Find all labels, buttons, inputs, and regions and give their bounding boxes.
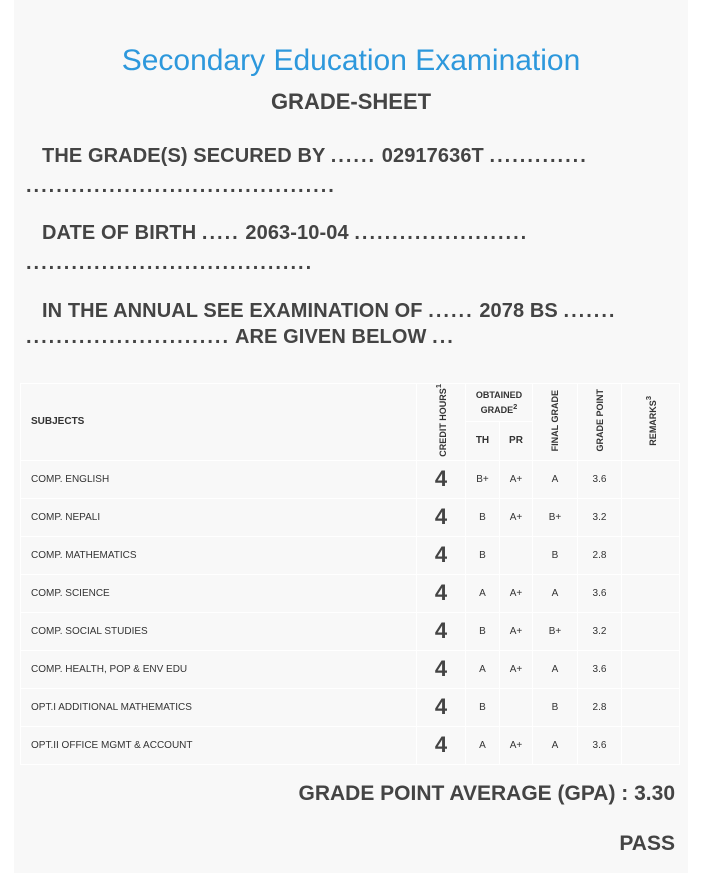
grade-sheet-card bbox=[14, 0, 688, 873]
credit-label: CREDIT HOURS bbox=[438, 388, 448, 457]
credit-hours-cell: 4 bbox=[417, 574, 466, 612]
grade-point-cell: 3.6 bbox=[578, 574, 622, 612]
grade-point-cell: 2.8 bbox=[578, 688, 622, 726]
grade-point-cell: 2.8 bbox=[578, 536, 622, 574]
remarks-cell bbox=[622, 536, 680, 574]
remarks-cell bbox=[622, 460, 680, 498]
remarks-cell bbox=[622, 498, 680, 536]
credit-hours-cell: 4 bbox=[417, 460, 466, 498]
pr-grade-cell bbox=[500, 536, 533, 574]
dots-line: ...................................... bbox=[26, 252, 314, 274]
table-row bbox=[21, 726, 680, 764]
pr-grade-cell: A+ bbox=[500, 460, 533, 498]
table-row bbox=[21, 688, 680, 726]
exam-title: Secondary Education Examination bbox=[121, 44, 581, 77]
pr-grade-cell: A+ bbox=[500, 612, 533, 650]
dob-line: DATE OF BIRTH ..... 2063-10-04 ....................... bbox=[42, 222, 529, 244]
pr-grade-cell: A+ bbox=[500, 650, 533, 688]
remarks-cell bbox=[622, 726, 680, 764]
final-grade-cell: B+ bbox=[533, 498, 578, 536]
subject-cell: COMP. MATHEMATICS bbox=[21, 536, 417, 574]
header-th: TH bbox=[466, 421, 500, 460]
header-credit-hours bbox=[417, 384, 466, 461]
footnote-1: 1 bbox=[434, 384, 443, 389]
final-grade-cell: B bbox=[533, 536, 578, 574]
header-pr: PR bbox=[500, 421, 533, 460]
remarks-cell bbox=[622, 650, 680, 688]
dob-value: 2063-10-04 bbox=[245, 222, 349, 244]
final-grade-cell: B bbox=[533, 688, 578, 726]
subject-cell: COMP. NEPALI bbox=[21, 498, 417, 536]
table-row bbox=[21, 498, 680, 536]
subject-cell: OPT.I ADDITIONAL MATHEMATICS bbox=[21, 688, 417, 726]
pr-grade-cell: A+ bbox=[500, 498, 533, 536]
grade-point-cell: 3.2 bbox=[578, 612, 622, 650]
gp-label: GRADE POINT bbox=[594, 389, 605, 452]
remarks-cell bbox=[622, 612, 680, 650]
subject-cell: COMP. SCIENCE bbox=[21, 574, 417, 612]
obtained-label: OBTAINED GRADE bbox=[475, 389, 523, 415]
grade-point-cell: 3.2 bbox=[578, 498, 622, 536]
grades-table bbox=[20, 383, 680, 765]
table-row bbox=[21, 612, 680, 650]
table-row bbox=[21, 574, 680, 612]
header-obtained-grade bbox=[466, 384, 533, 422]
result-status: PASS bbox=[619, 832, 675, 855]
th-grade-cell: B bbox=[466, 688, 500, 726]
th-grade-cell: A bbox=[466, 574, 500, 612]
footnote-2: 2 bbox=[513, 401, 518, 411]
final-label: FINAL GRADE bbox=[550, 389, 560, 452]
table-row bbox=[21, 536, 680, 574]
grade-sheet-heading: GRADE-SHEET bbox=[270, 89, 432, 114]
remarks-cell bbox=[622, 688, 680, 726]
subject-cell: COMP. HEALTH, POP & ENV EDU bbox=[21, 650, 417, 688]
subject-cell: COMP. ENGLISH bbox=[21, 460, 417, 498]
credit-hours-cell: 4 bbox=[417, 688, 466, 726]
th-grade-cell: A bbox=[466, 726, 500, 764]
grade-point-cell: 3.6 bbox=[578, 650, 622, 688]
final-grade-cell: A bbox=[533, 726, 578, 764]
th-grade-cell: B bbox=[466, 498, 500, 536]
pr-grade-cell: A+ bbox=[500, 726, 533, 764]
remarks-label: REMARKS bbox=[647, 399, 658, 446]
exam-year: 2078 BS bbox=[479, 300, 558, 322]
credit-hours-cell: 4 bbox=[417, 498, 466, 536]
table-row bbox=[21, 650, 680, 688]
th-grade-cell: B+ bbox=[466, 460, 500, 498]
header-subjects: SUBJECTS bbox=[21, 384, 417, 461]
credit-hours-cell: 4 bbox=[417, 536, 466, 574]
subject-cell: OPT.II OFFICE MGMT & ACCOUNT bbox=[21, 726, 417, 764]
header-final-grade bbox=[533, 384, 578, 461]
subject-cell: COMP. SOCIAL STUDIES bbox=[21, 612, 417, 650]
header-grade-point bbox=[578, 384, 622, 461]
gpa: GRADE POINT AVERAGE (GPA) : 3.30 bbox=[298, 782, 675, 805]
final-grade-cell: A bbox=[533, 574, 578, 612]
dots-line: ......................................... bbox=[26, 175, 336, 197]
symbol-number: 02917636T bbox=[381, 145, 484, 167]
table-row bbox=[21, 460, 680, 498]
th-grade-cell: A bbox=[466, 650, 500, 688]
credit-hours-cell: 4 bbox=[417, 726, 466, 764]
th-grade-cell: B bbox=[466, 536, 500, 574]
credit-hours-cell: 4 bbox=[417, 612, 466, 650]
final-grade-cell: B+ bbox=[533, 612, 578, 650]
pr-grade-cell bbox=[500, 688, 533, 726]
final-grade-cell: A bbox=[533, 460, 578, 498]
grade-point-cell: 3.6 bbox=[578, 460, 622, 498]
final-grade-cell: A bbox=[533, 650, 578, 688]
secured-by-label: THE GRADE(S) SECURED BY bbox=[42, 145, 326, 167]
header-remarks bbox=[622, 384, 680, 461]
grade-point-cell: 3.6 bbox=[578, 726, 622, 764]
footnote-3: 3 bbox=[643, 395, 653, 400]
credit-hours-cell: 4 bbox=[417, 650, 466, 688]
exam-line: IN THE ANNUAL SEE EXAMINATION OF ...... 2078 BS ....... bbox=[42, 300, 617, 322]
given-below: ARE GIVEN BELOW bbox=[234, 326, 427, 348]
secured-by-line: THE GRADE(S) SECURED BY ...... 02917636T ............. bbox=[42, 145, 588, 167]
pr-grade-cell: A+ bbox=[500, 574, 533, 612]
dob-label: DATE OF BIRTH bbox=[42, 222, 197, 244]
th-grade-cell: B bbox=[466, 612, 500, 650]
exam-label: IN THE ANNUAL SEE EXAMINATION OF bbox=[42, 300, 423, 322]
remarks-cell bbox=[622, 574, 680, 612]
exam-line-2: ........................... ARE GIVEN BELOW ... bbox=[26, 326, 455, 348]
